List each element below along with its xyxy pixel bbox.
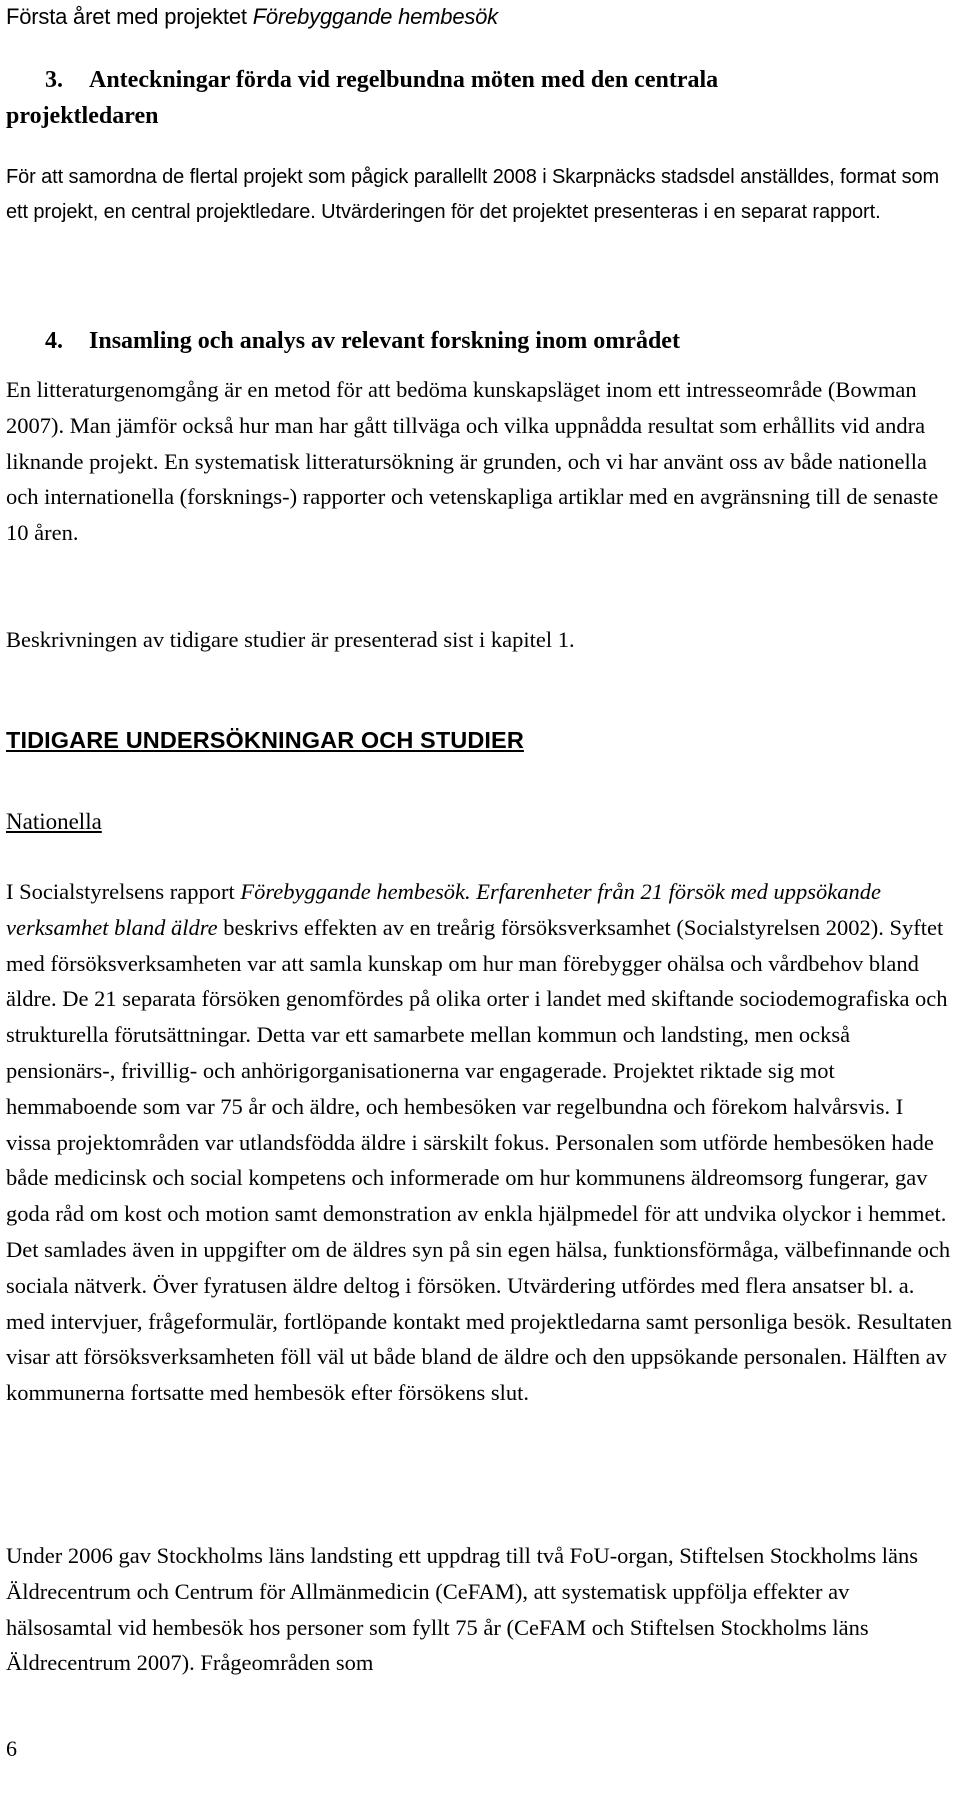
- section-3-number: 3.: [45, 67, 63, 93]
- section-3-paragraph: För att samordna de flertal projekt som pågick parallellt 2008 i Skarpnäcks stadsdel anställdes, format som ett projekt, en central projektledare. Utvärderingen för det projektet presenteras i en separat rapport.: [6, 166, 940, 223]
- running-header: [6, 2, 952, 32]
- subsection-title: Nationella: [6, 809, 102, 834]
- header-prefix: Första året med projektet: [6, 4, 253, 29]
- national-p1-part2: beskrivs effekten av en treårig försöksverksamhet (Socialstyrelsen 2002). Syftet med försöksverksamheten var att samla kunskap om hur man förebygger ohälsa och vårdbehov bland äldre. De 21 separata försöken genomfördes på olika orter i landet med skiftande sociodemografiska och strukturella förutsättningar. Detta var ett samarbete mellan kommun och landsting, men också pensionärs-, frivillig- och anhörigorganisationerna var engagerade. Projektet riktade sig mot hemmaboende som var 75 år och äldre, och hembesöken var regelbundna och förekom halvårsvis. I vissa projektområden var utlandsfödda äldre i särskilt fokus. Personalen som utförde hembesöken hade både medicinsk och social kompetens och informerade om hur kommunens äldreomsorg fungerar, gav goda råd om kost och motion samt demonstration av enkla hjälpmedel för att undvika olyckor i hemmet. Det samlades även in uppgifter om de äldres syn på sin egen hälsa, funktionsförmåga, välbefinnande och sociala nätverk. Över fyratusen äldre deltog i försöken. Utvärdering utfördes med flera ansatser bl. a. med intervjuer, frågeformulär, fortlöpande kontakt med projektledarna samt personliga besök. Resultaten visar att försöksverksamheten föll väl ut både bland de äldre och den uppsökande personalen. Hälften av kommunerna fortsatte med hembesök efter försökens slut.: [6, 914, 953, 1406]
- national-paragraph-1: [6, 874, 952, 1411]
- section-3-heading-line2: projektledaren: [6, 103, 159, 129]
- section-4-number: 4.: [45, 328, 63, 354]
- page-number: 6: [6, 1736, 17, 1761]
- section-title: TIDIGARE UNDERSÖKNINGAR OCH STUDIER: [6, 727, 524, 753]
- header-project-title: Förebyggande hembesök: [252, 4, 498, 29]
- section-4-heading-text: Insamling och analys av relevant forskning inom området: [89, 328, 680, 354]
- section-3-heading-line1: Anteckningar förda vid regelbundna möten med den centrala: [89, 67, 719, 93]
- section-4-paragraph-2: Beskrivningen av tidigare studier är presenterad sist i kapitel 1.: [6, 627, 575, 652]
- national-p1-report-title: Förebyggande hembesök. Erfarenheter från 21 försök med uppsökande verksamhet bland äldre: [6, 879, 882, 940]
- section-4-paragraph: En litteraturgenomgång är en metod för att bedöma kunskapsläget inom ett intresseområde (Bowman 2007). Man jämför också hur man har gått tillväga och vilka uppnådda resultat som erhållits vid andra liknande projekt. En systematisk litteratursökning är grunden, och vi har använt oss av både nationella och internationella (forsknings-) rapporter och vetenskapliga artiklar med en avgränsning till de senaste 10 åren.: [6, 377, 939, 546]
- national-p1-part1: I Socialstyrelsens rapport: [6, 879, 241, 904]
- national-paragraph-2: Under 2006 gav Stockholms läns landsting ett uppdrag till två FoU-organ, Stiftelsen Stockholms läns Äldrecentrum och Centrum för Allmänmedicin (CeFAM), att systematisk uppföljа effekter av hälsosamtal vid hembesök hos personer som fyllt 75 år (CeFAM och Stiftelsen Stockholms läns Äldrecentrum 2007). Frågeområden som: [6, 1543, 918, 1676]
